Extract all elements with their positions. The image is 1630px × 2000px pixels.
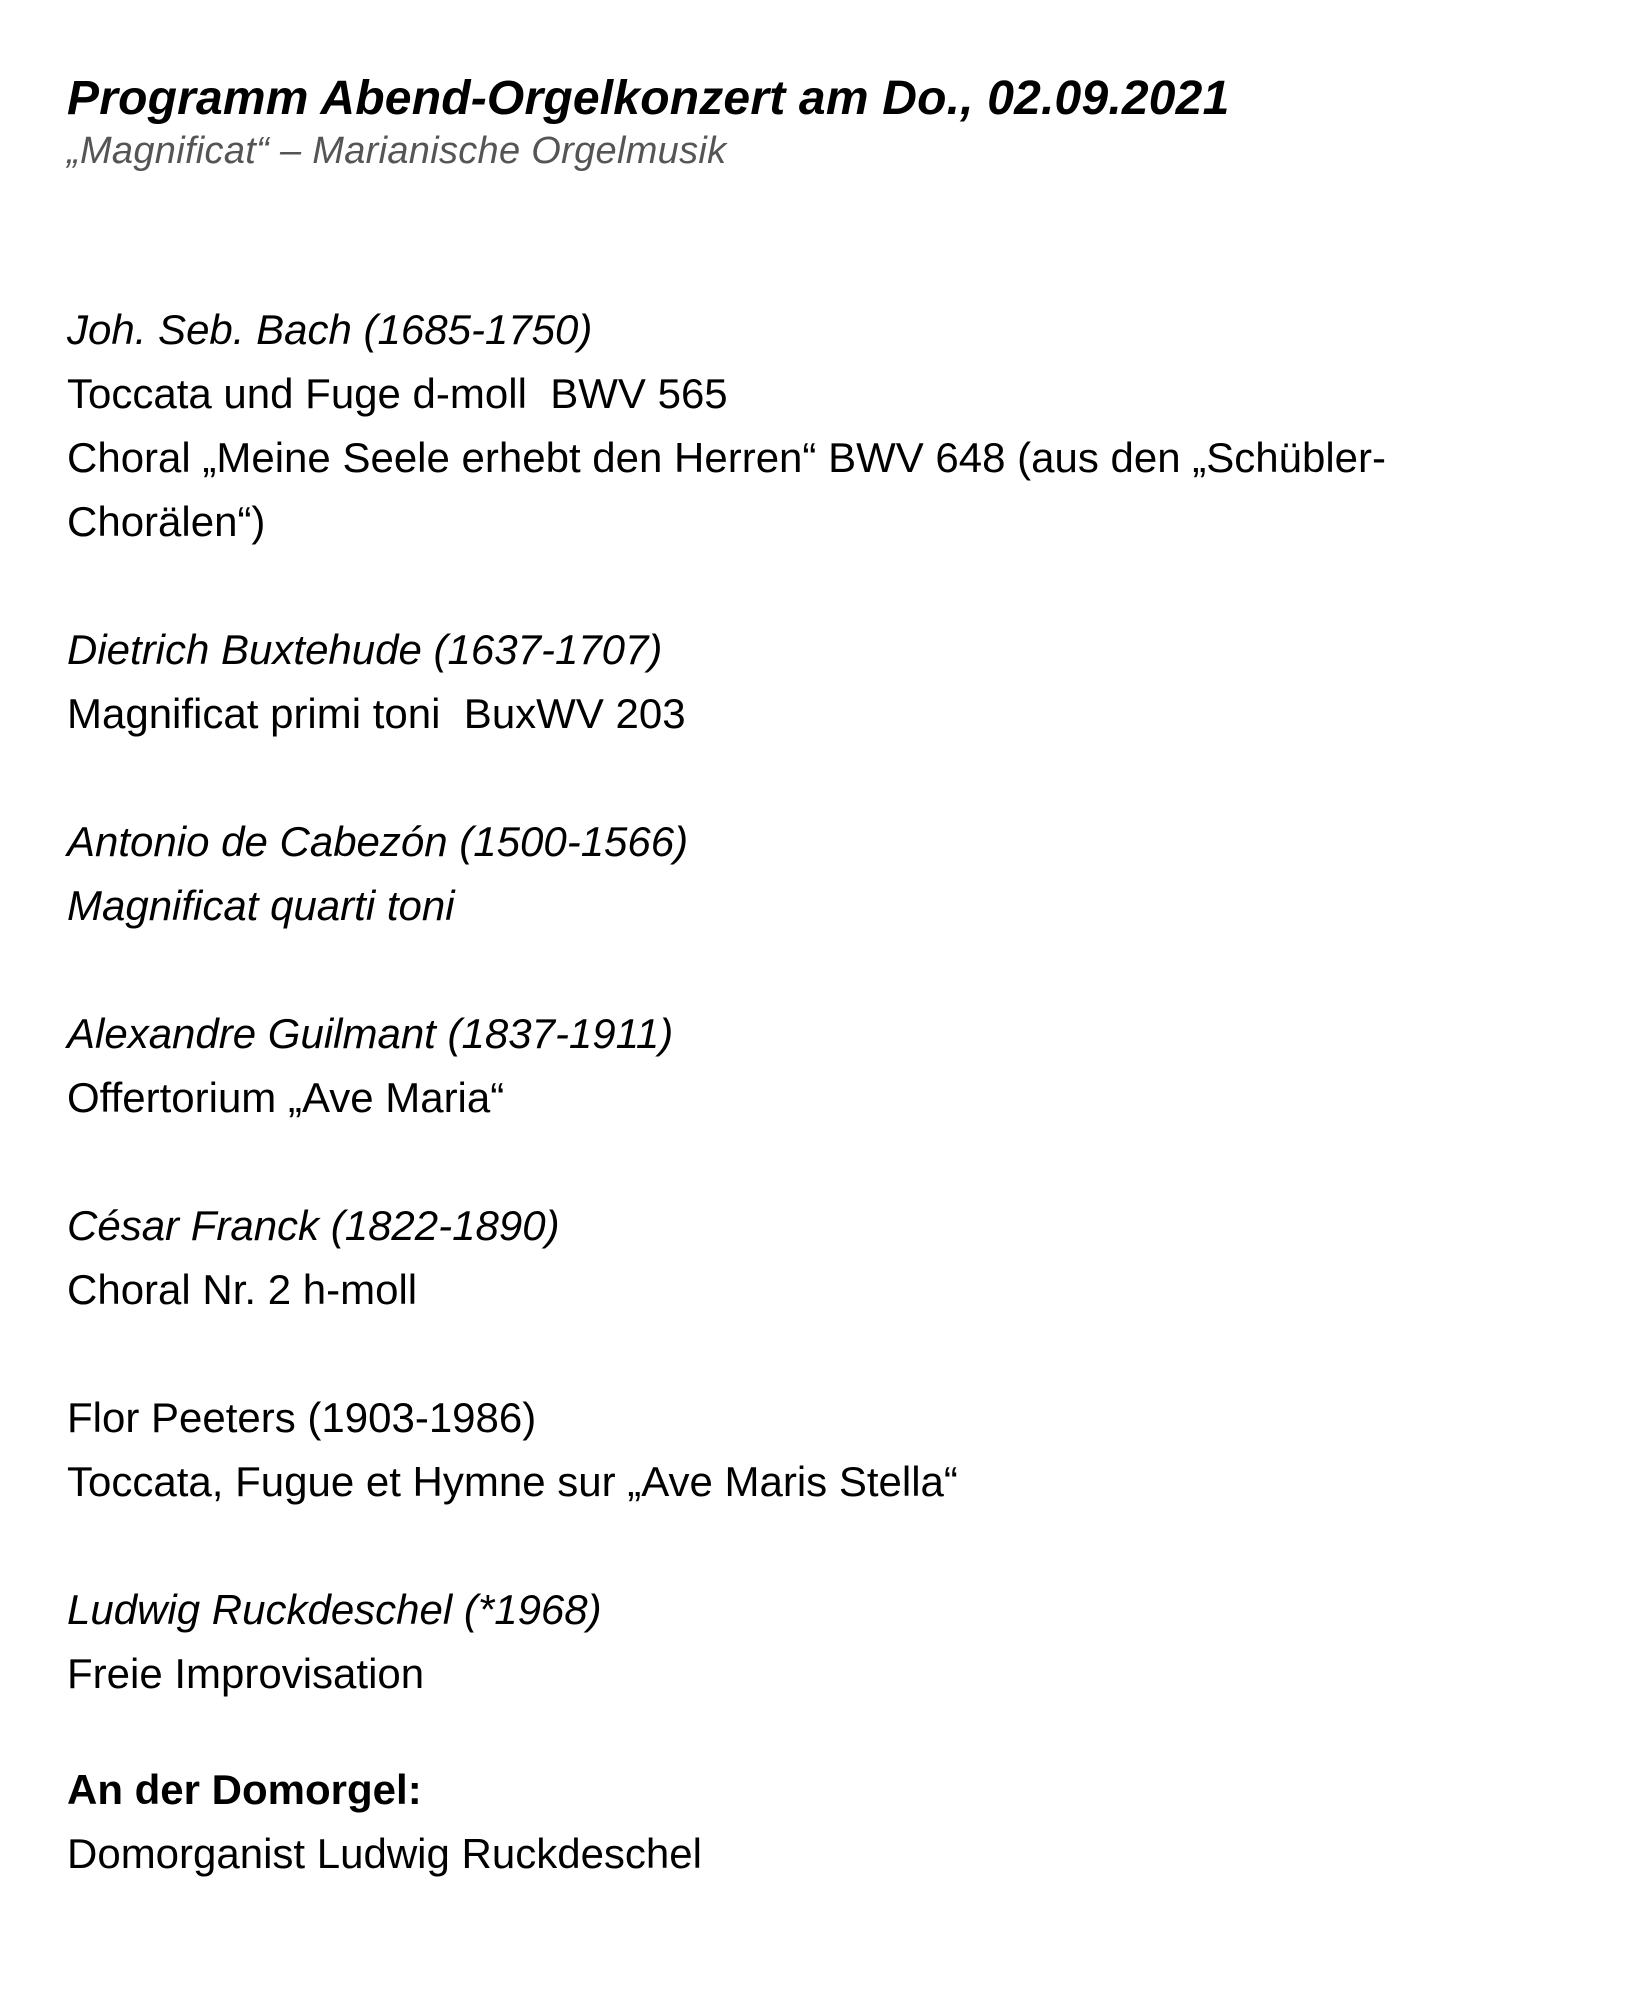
work-title: Choral Nr. 2 h-moll [67,1266,418,1313]
performer-section [67,1758,1607,1886]
work-title: Magnificat primi toni BuxWV 203 [67,690,686,737]
program-entry-bach [67,298,1607,554]
program-page [67,70,1607,1877]
composer-name: Dietrich Buxtehude (1637-1707) [67,626,663,673]
program-entry-ruckdeschel [67,1578,1607,1706]
page-title: Programm Abend-Orgelkonzert am Do., 02.09.2021 [67,72,1230,125]
composer-name: César Franck (1822-1890) [67,1202,560,1249]
composer-name: Antonio de Cabezón (1500-1566) [67,818,689,865]
program-list [67,298,1607,1770]
program-entry-peeters [67,1386,1607,1514]
work-title: Magnificat quarti toni [67,882,455,929]
program-entry-buxtehude [67,618,1607,746]
work-title: Choral „Meine Seele erhebt den Herren“ BWV 648 (aus den „Schübler- [67,434,1387,481]
composer-name: Flor Peeters (1903-1986) [67,1394,537,1441]
composer-name: Joh. Seb. Bach (1685-1750) [67,306,593,353]
composer-name: Alexandre Guilmant (1837-1911) [67,1010,674,1057]
work-title-continued: Chorälen“) [67,498,266,545]
performer-name: Domorganist Ludwig Ruckdeschel [67,1830,702,1877]
performer-label: An der Domorgel: [67,1766,422,1813]
work-title: Toccata und Fuge d-moll BWV 565 [67,370,728,417]
work-title: Toccata, Fugue et Hymne sur „Ave Maris Stella“ [67,1458,958,1505]
program-entry-franck [67,1194,1607,1322]
work-title: Offertorium „Ave Maria“ [67,1074,505,1121]
work-title: Freie Improvisation [67,1650,425,1697]
page-subtitle: „Magnificat“ – Marianische Orgelmusik [67,130,727,172]
program-entry-guilmant [67,1002,1607,1130]
composer-name: Ludwig Ruckdeschel (*1968) [67,1586,602,1633]
program-entry-cabezon [67,810,1607,938]
